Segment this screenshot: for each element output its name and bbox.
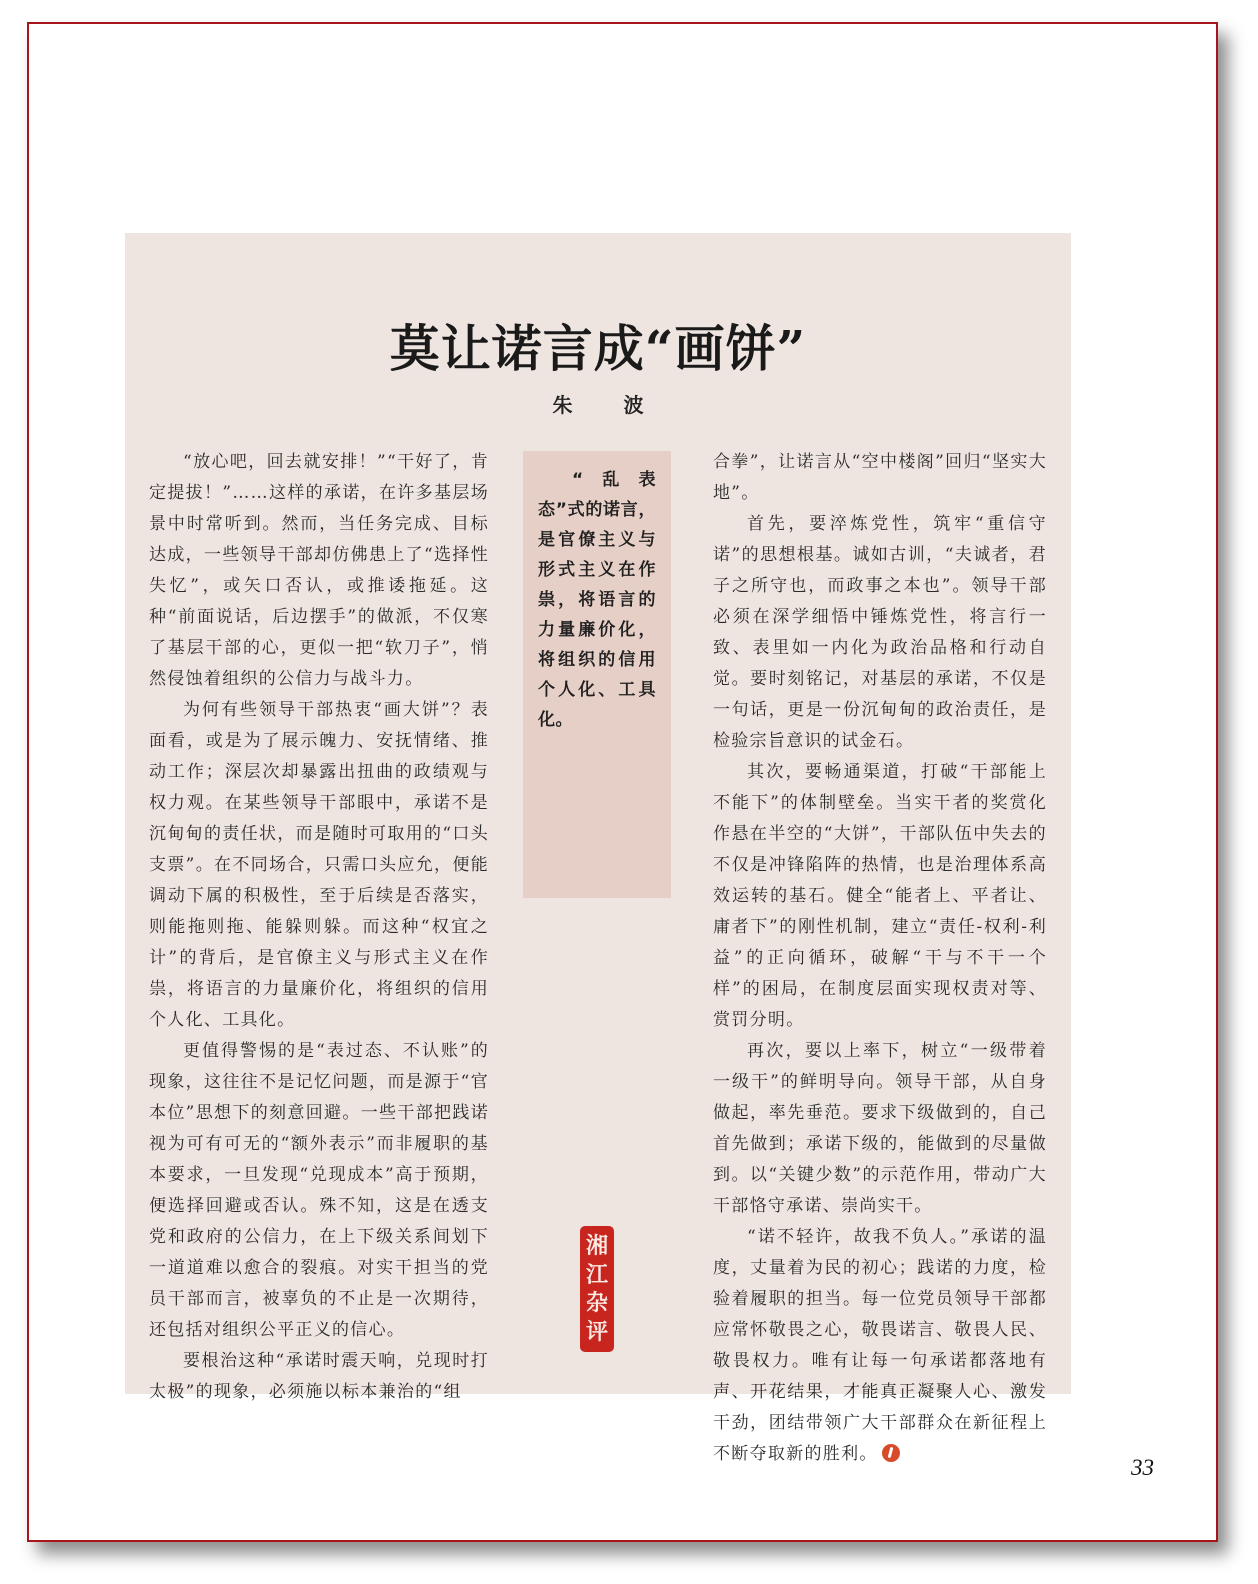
article-title: 莫让诺言成“画饼” [389, 319, 807, 378]
seal-char: 评 [585, 1318, 608, 1345]
left-column [149, 447, 489, 1408]
paragraph: 首先，要淬炼党性，筑牢“重信守诺”的思想根基。诚如古训，“夫诚者，君子之所守也，而政事之本也”。领导干部必须在深学细悟中锤炼党性，将言行一致、表里如一内化为政治品格和行动自觉。要时刻铭记，对基层的承诺，不仅是一句话，更是一份沉甸甸的政治责任，是检验宗旨意识的试金石。 [713, 514, 1047, 751]
article-author: 朱 波 [552, 393, 666, 417]
seal-char: 湘 [585, 1233, 608, 1260]
right-column [713, 447, 1047, 1470]
paragraph: 其次，要畅通渠道，打破“干部能上不能下”的体制壁垒。当实干者的奖赏化作悬在半空的“大饼”，干部队伍中失去的不仅是冲锋陷阵的热情，也是治理体系高效运转的基石。健全“能者上、平者让、庸者下”的刚性机制，建立“责任-权利-利益”的正向循环，破解“干与不干一个样”的困局，在制度层面实现权责对等、赏罚分明。 [713, 762, 1047, 1030]
paragraph-text: “诺不轻许，故我不负人。”承诺的温度，丈量着为民的初心；践诺的力度，检验着履职的担当。每一位党员领导干部都应常怀敬畏之心，敬畏诺言、敬畏人民、敬畏权力。唯有让每一句承诺都落地有声、开花结果，才能真正凝聚人心、激发干劲，团结带领广大干部群众在新征程上不断夺取新的胜利。 [713, 1227, 1047, 1464]
seal-char: 杂 [585, 1290, 608, 1317]
paragraph: 要根治这种“承诺时震天响，兑现时打太极”的现象，必须施以标本兼治的“组 [149, 1351, 489, 1402]
last-paragraph [713, 1222, 1047, 1470]
seal-char: 江 [585, 1261, 608, 1288]
paragraph: 为何有些领导干部热衷“画大饼”？表面看，或是为了展示魄力、安抚情绪、推动工作；深层次却暴露出扭曲的政绩观与权力观。在某些领导干部眼中，承诺不是沉甸甸的责任状，而是随时可取用的“口头支票”。在不同场合，只需口头应允，便能调动下属的积极性，至于后续是否落实，则能拖则拖、能躲则躲。而这种“权宜之计”的背后，是官僚主义与形式主义在作祟，将语言的力量廉价化，将组织的信用个人化、工具化。 [149, 700, 489, 1030]
paragraph: “放心吧，回去就安排！”“干好了，肯定提拔！”……这样的承诺，在许多基层场景中时常听到。然而，当任务完成、目标达成，一些领导干部却仿佛患上了“选择性失忆”，或矢口否认，或推诿拖延。这种“前面说话，后边摆手”的做派，不仅寒了基层干部的心，更似一把“软刀子”，悄然侵蚀着组织的公信力与战斗力。 [149, 452, 489, 689]
pull-quote-text: “乱表态”式的诺言，是官僚主义与形式主义在作祟，将语言的力量廉价化，将组织的信用个人化、工具化。 [538, 470, 656, 730]
page-number: 33 [1131, 1455, 1154, 1480]
pull-quote-box [523, 451, 671, 898]
paragraph: 合拳”，让诺言从“空中楼阁”回归“坚实大地”。 [713, 452, 1047, 503]
xiangjiang-commentary-seal [580, 1226, 614, 1352]
paragraph: 再次，要以上率下，树立“一级带着一级干”的鲜明导向。领导干部，从自身做起，率先垂范。要求下级做到的，自己首先做到；承诺下级的，能做到的尽量做到。以“关键少数”的示范作用，带动广大干部恪守承诺、崇尚实干。 [713, 1041, 1047, 1216]
end-mark-icon [882, 1444, 900, 1462]
paragraph: 更值得警惕的是“表过态、不认账”的现象，这往往不是记忆问题，而是源于“官本位”思想下的刻意回避。一些干部把践诺视为可有可无的“额外表示”而非履职的基本要求，一旦发现“兑现成本”高于预期，便选择回避或否认。殊不知，这是在透支党和政府的公信力，在上下级关系间划下一道道难以愈合的裂痕。对实干担当的党员干部而言，被辜负的不止是一次期待，还包括对组织公平正义的信心。 [149, 1041, 489, 1340]
article-panel [125, 233, 1071, 1464]
